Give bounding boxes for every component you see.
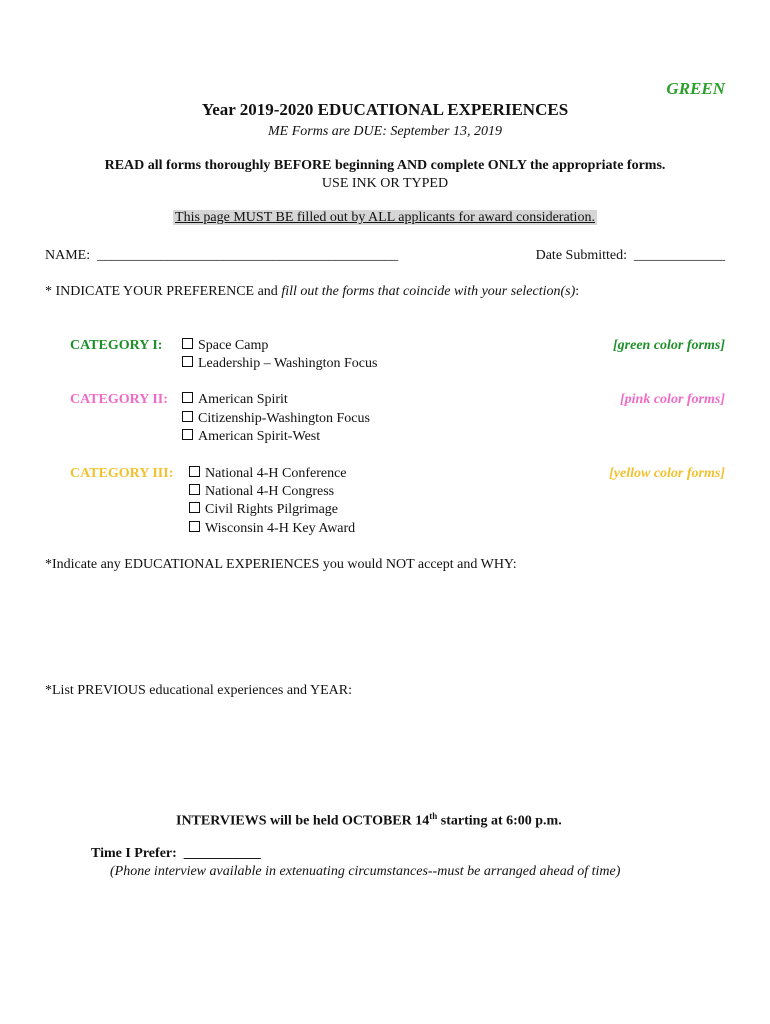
date-label: Date Submitted:	[535, 248, 627, 263]
must-notice	[0, 210, 770, 226]
checkbox-icon[interactable]	[189, 484, 200, 495]
due-date-text: ME Forms are DUE: September 13, 2019	[268, 124, 502, 139]
time-blank[interactable]: ___________	[183, 846, 261, 861]
option-label: Leadership – Washington Focus	[198, 356, 378, 371]
ink-instruction: USE INK OR TYPED	[321, 176, 449, 191]
name-blank[interactable]: ___________________________________________	[97, 248, 399, 263]
option-citizenship-washington[interactable]	[182, 411, 370, 427]
option-wisconsin-key-award[interactable]	[189, 521, 355, 537]
checkbox-icon[interactable]	[182, 356, 193, 367]
interviews-text-after: starting at 6:00 p.m.	[437, 813, 562, 829]
preference-prefix: * INDICATE YOUR PREFERENCE and	[45, 284, 282, 299]
category-1-forms-note: [green color forms]	[613, 338, 725, 353]
option-american-spirit-west[interactable]	[182, 429, 320, 445]
checkbox-icon[interactable]	[182, 338, 193, 349]
time-prefer-field[interactable]	[91, 846, 261, 862]
read-instruction: READ all forms thoroughly BEFORE beginning AND complete ONLY the appropriate forms.	[104, 158, 666, 173]
category-2-label: CATEGORY II:	[70, 392, 168, 407]
date-blank[interactable]: _____________	[634, 248, 725, 263]
time-label: Time I Prefer:	[91, 846, 177, 861]
checkbox-icon[interactable]	[189, 466, 200, 477]
interviews-notice	[176, 811, 562, 830]
option-national-congress[interactable]	[189, 484, 334, 500]
category-1-label: CATEGORY I:	[70, 338, 163, 353]
preference-italic: fill out the forms that coincide with your selection(s)	[281, 284, 576, 299]
option-label: National 4-H Congress	[205, 484, 335, 499]
preference-suffix: :	[575, 284, 580, 299]
phone-interview-note: (Phone interview available in extenuating circumstances--must be arranged ahead of time)	[110, 864, 621, 879]
preference-instruction	[45, 284, 579, 300]
option-label: Civil Rights Pilgrimage	[205, 502, 339, 517]
option-label: American Spirit-West	[198, 429, 321, 444]
category-3-forms-note: [yellow color forms]	[609, 466, 725, 481]
checkbox-icon[interactable]	[182, 411, 193, 422]
option-label: Citizenship-Washington Focus	[198, 411, 370, 426]
must-notice-text: This page MUST BE filled out by ALL applicants for award consideration.	[175, 210, 595, 225]
option-leadership-washington[interactable]	[182, 356, 377, 372]
name-label: NAME:	[45, 248, 91, 263]
previous-experiences-question: *List PREVIOUS educational experiences and YEAR:	[45, 683, 353, 698]
page-title: Year 2019-2020 EDUCATIONAL EXPERIENCES	[201, 100, 569, 119]
option-label: American Spirit	[198, 392, 288, 407]
option-label: National 4-H Conference	[205, 466, 347, 481]
option-space-camp[interactable]	[182, 338, 268, 354]
name-field[interactable]	[45, 248, 398, 264]
option-american-spirit[interactable]	[182, 392, 288, 408]
interviews-superscript: th	[429, 811, 438, 821]
date-submitted-field[interactable]	[536, 248, 725, 264]
option-civil-rights-pilgrimage[interactable]	[189, 502, 338, 518]
checkbox-icon[interactable]	[189, 521, 200, 532]
option-label: Wisconsin 4-H Key Award	[205, 521, 356, 536]
not-accept-question: *Indicate any EDUCATIONAL EXPERIENCES you would NOT accept and WHY:	[45, 557, 517, 572]
option-national-conference[interactable]	[189, 466, 347, 482]
checkbox-icon[interactable]	[182, 429, 193, 440]
option-label: Space Camp	[198, 338, 269, 353]
checkbox-icon[interactable]	[189, 502, 200, 513]
interviews-text-before: INTERVIEWS will be held OCTOBER 14	[176, 813, 430, 829]
checkbox-icon[interactable]	[182, 392, 193, 403]
color-tag: GREEN	[666, 79, 725, 98]
category-3-label: CATEGORY III:	[70, 466, 174, 481]
category-2-forms-note: [pink color forms]	[620, 392, 725, 407]
